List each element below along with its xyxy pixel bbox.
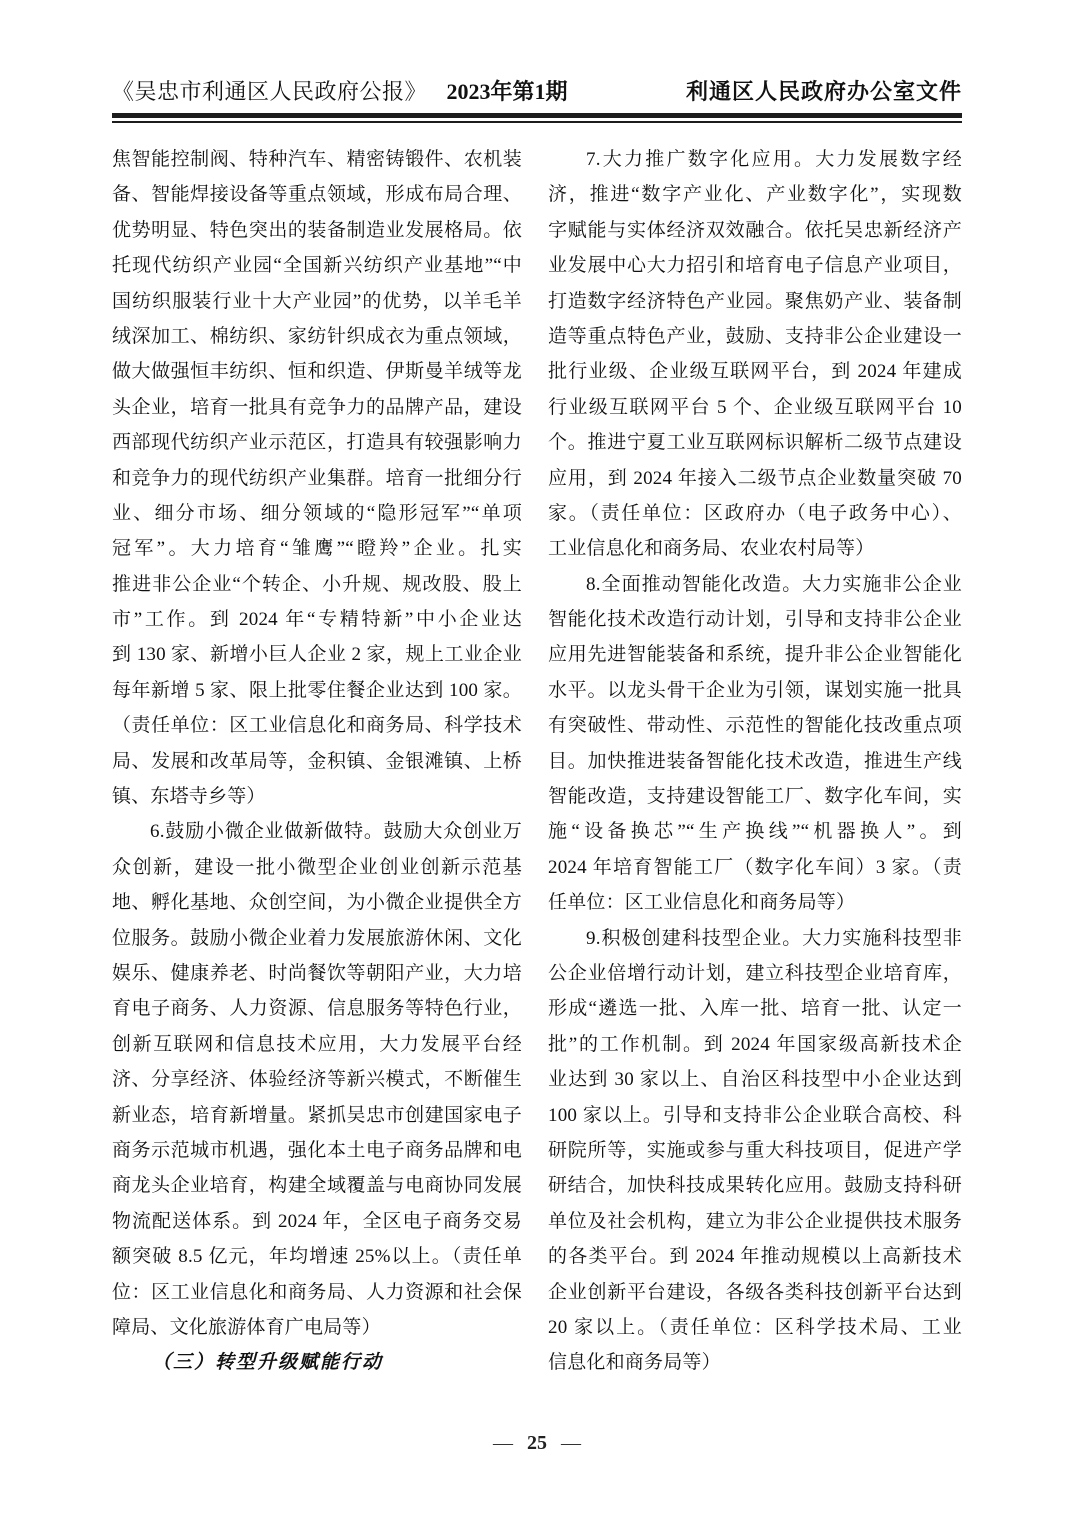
text-line: 有突破性、带动性、示范性的智能化技改重点项 [548,715,962,737]
text-line: 焦智能控制阀、特种汽车、精密铸锻件、农机装 [112,149,522,170]
text-line: 优势明显、特色突出的装备制造业发展格局。依 [112,219,522,241]
journal-title: 《吴忠市利通区人民政府公报》 [112,79,428,104]
text-line: 研院所等，实施或参与重大科技项目，促进产学 [548,1139,962,1161]
text-line: 批行业级、企业级互联网平台，到 2024 年建成 [548,361,962,383]
text-line: 绒深加工、棉纺织、家纺针织成衣为重点领域， [112,325,522,347]
text-line: 济，推进“数字产业化、产业数字化”，实现数 [548,184,962,206]
text-line: （责任单位：区工业信息化和商务局、科学技术 [112,715,522,737]
text-line: 位服务。鼓励小微企业着力发展旅游休闲、文化 [112,927,522,949]
text-line: 行业级互联网平台 5 个、企业级互联网平台 10 [548,396,962,418]
footer-dash-right: — [561,1432,581,1454]
text-line: 新业态，培育新增量。紧抓吴忠市创建国家电子 [112,1104,522,1126]
text-line: 任单位：区工业信息化和商务局等） [548,892,856,914]
text-line: 济、分享经济、体验经济等新兴模式，不断催生 [112,1069,522,1091]
text-line: 育电子商务、人力资源、信息服务等特色行业， [112,998,522,1020]
text-line: 到 130 家、新增小巨人企业 2 家，规上工业企业 [112,644,522,666]
text-line: 施“设备换芯”“生产换线”“机器换人”。到 [548,821,962,843]
text-line: 位：区工业信息化和商务局、人力资源和社会保 [112,1281,522,1303]
issue-label: 2023年第1期 [446,79,568,104]
text-line: 7.大力推广数字化应用。大力发展数字经 [586,149,962,170]
text-line: 商务示范城市机遇，强化本土电子商务品牌和电 [112,1139,522,1161]
text-line: 国纺织服装行业十大产业园”的优势，以羊毛羊 [112,290,522,312]
text-line: 信息化和商务局等） [548,1352,721,1374]
text-line: 娱乐、健康养老、时尚餐饮等朝阳产业，大力培 [112,962,522,984]
text-line: 单位及社会机构，建立为非公企业提供技术服务 [548,1210,962,1232]
footer-dash-left: — [493,1432,513,1454]
text-line: （三）转型升级赋能行动 [152,1352,384,1374]
doc-source-label: 利通区人民政府办公室文件 [685,79,962,104]
text-line: 水平。以龙头骨干企业为引领，谋划实施一批具 [548,679,962,701]
text-line: 创新互联网和信息技术应用，大力发展平台经 [112,1033,522,1055]
text-line: 每年新增 5 家、限上批零住餐企业达到 100 家。 [112,679,522,701]
text-line: 业发展中心大力招引和培育电子信息产业项目， [548,255,962,277]
text-line: 8.全面推动智能化改造。大力实施非公企业 [586,573,962,595]
text-line: 应用，到 2024 年接入二级节点企业数量突破 70 [548,467,962,489]
document-body [112,142,962,1381]
text-line: 业达到 30 家以上、自治区科技型中小企业达到 [548,1069,962,1091]
text-line: 的各类平台。到 2024 年推动规模以上高新技术 [548,1246,962,1268]
text-line: 应用先进智能装备和系统，提升非公企业智能化 [548,644,962,666]
text-line: 推进非公企业“个转企、小升规、规改股、股上 [112,573,522,595]
text-line: 打造数字经济特色产业园。聚焦奶产业、装备制 [548,290,962,312]
text-line: 形成“遴选一批、入库一批、培育一批、认定一 [548,998,962,1020]
text-line: 地、孵化基地、众创空间，为小微企业提供全方 [112,892,522,914]
text-line: 公企业倍增行动计划，建立科技型企业培育库， [548,962,962,984]
text-line: 造等重点特色产业，鼓励、支持非公企业建设一 [548,325,962,347]
header-rule-thin [112,121,962,123]
text-line: 镇、东塔寺乡等） [112,786,266,808]
text-line: 和竞争力的现代纺织产业集群。培育一批细分行 [112,467,522,489]
text-line: 批”的工作机制。到 2024 年国家级高新技术企 [548,1033,962,1055]
page-footer [0,1432,1074,1455]
text-line: 西部现代纺织产业示范区，打造具有较强影响力 [112,432,522,454]
header-left [112,78,568,106]
text-line: 家。（责任单位：区政府办（电子政务中心）、 [548,502,962,524]
text-line: 9.积极创建科技型企业。大力实施科技型非 [586,927,962,949]
text-line: 个。推进宁夏工业互联网标识解析二级节点建设 [548,432,962,454]
text-line: 局、发展和改革局等，金积镇、金银滩镇、上桥 [112,750,522,772]
text-line: 智能改造，支持建设智能工厂、数字化车间，实 [548,786,962,808]
text-line: 6.鼓励小微企业做新做特。鼓励大众创业万 [150,821,522,843]
text-line: 托现代纺织产业园“全国新兴纺织产业基地”“中 [112,255,522,277]
page-number: 25 [527,1432,547,1454]
text-line: 冠军”。大力培育“雏鹰”“瞪羚”企业。扎实 [112,538,522,560]
text-line: 研结合，加快科技成果转化应用。鼓励支持科研 [548,1175,962,1197]
text-line: 目。加快推进装备智能化技术改造，推进生产线 [548,750,962,772]
text-line: 企业创新平台建设，各级各类科技创新平台达到 [548,1281,962,1303]
text-line: 备、智能焊接设备等重点领域，形成布局合理、 [112,184,522,206]
text-line: 头企业，培育一批具有竞争力的品牌产品，建设 [112,396,522,418]
text-line: 做大做强恒丰纺织、恒和织造、伊斯曼羊绒等龙 [112,361,522,383]
text-line: 障局、文化旅游体育广电局等） [112,1316,381,1338]
text-line: 工业信息化和商务局、农业农村局等） [548,538,875,560]
text-line: 20 家以上。（责任单位：区科学技术局、工业 [548,1316,962,1338]
header-rule-thick [112,113,962,118]
page-header [112,78,962,106]
text-line: 智能化技术改造行动计划，引导和支持非公企业 [548,609,962,631]
text-line: 字赋能与实体经济双效融合。依托吴忠新经济产 [548,219,962,241]
text-line: 市”工作。到 2024 年“专精特新”中小企业达 [112,609,522,631]
text-line: 业、细分市场、细分领域的“隐形冠军”“单项 [112,502,522,524]
text-line: 额突破 8.5 亿元，年均增速 25%以上。（责任单 [112,1246,522,1268]
text-line: 物流配送体系。到 2024 年，全区电子商务交易 [112,1210,522,1232]
text-line: 2024 年培育智能工厂（数字化车间）3 家。（责 [548,856,962,878]
text-line: 众创新，建设一批小微型企业创业创新示范基 [112,856,522,878]
text-line: 商龙头企业培育，构建全域覆盖与电商协同发展 [112,1175,522,1197]
text-line: 100 家以上。引导和支持非公企业联合高校、科 [548,1104,962,1126]
column-right [548,142,962,1381]
column-left [112,142,522,1381]
